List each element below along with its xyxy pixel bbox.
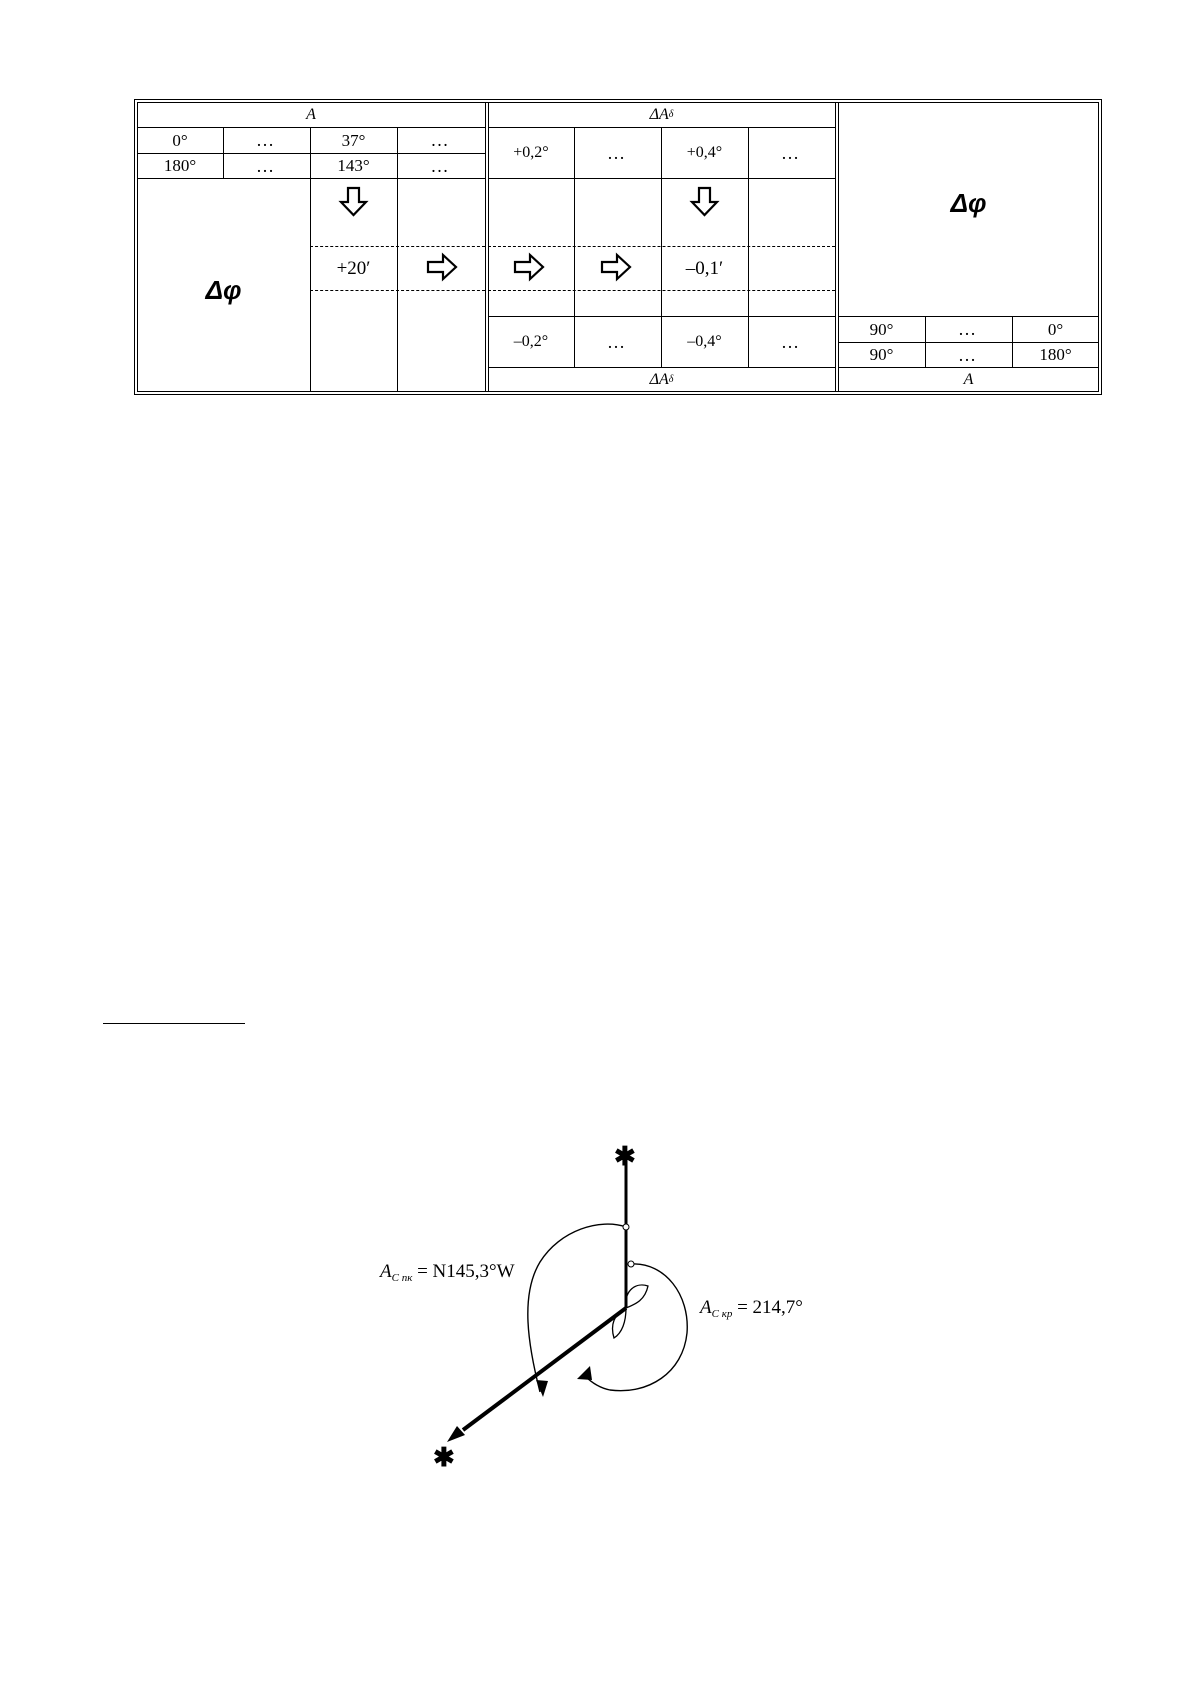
right-footer: A	[963, 370, 974, 388]
center-lens-top	[626, 1285, 648, 1308]
left-delta-phi: Δφ	[205, 275, 242, 305]
middle-value: –0,1′	[685, 258, 724, 279]
middle-bottom-c3: –0,4°	[687, 332, 722, 350]
right-delta-phi: Δφ	[950, 188, 987, 218]
middle-bottom-c2: …	[607, 331, 628, 352]
right-r2-c3: 180°	[1039, 345, 1072, 364]
left-value: +20′	[336, 258, 371, 279]
right-r1-c1: 90°	[869, 319, 894, 339]
left-r2-c2: …	[256, 155, 277, 176]
label-left-value: = N145,3°W	[412, 1261, 515, 1282]
left-header: A	[306, 105, 316, 123]
middle-footer-sub: δ	[668, 373, 674, 385]
arc-semicircle	[528, 1224, 626, 1392]
middle-top-c3: +0,4°	[686, 143, 723, 161]
star-top-icon: ✱	[614, 1142, 636, 1171]
right-r2-c2: …	[958, 344, 979, 365]
middle-footer-base: ΔA	[649, 370, 669, 388]
label-circular-azimuth	[700, 1297, 803, 1320]
label-left-base: A	[380, 1261, 392, 1282]
left-r2-c3: 143°	[337, 156, 370, 175]
arc-circular-start-marker	[628, 1261, 634, 1267]
arc-circular-arrowhead	[577, 1366, 592, 1380]
right-r2-c1: 90°	[869, 345, 894, 364]
middle-bottom-c4: …	[781, 331, 802, 352]
star-bottom-icon: ✱	[433, 1443, 455, 1472]
center-lens-bottom	[613, 1308, 627, 1338]
label-left-sub: C пк	[391, 1272, 413, 1284]
label-right-base: A	[700, 1297, 712, 1318]
left-r1-c3: 37°	[341, 130, 366, 150]
middle-bottom-c1: –0,2°	[513, 332, 549, 350]
left-r1-c1: 0°	[172, 130, 188, 150]
left-r2-c1: 180°	[163, 156, 197, 175]
right-r1-c2: …	[958, 319, 979, 339]
arc-semicircle-arrowhead	[536, 1380, 548, 1397]
left-r1-c2: …	[256, 130, 277, 150]
middle-top-c1: +0,2°	[513, 143, 549, 161]
arc-start-marker	[623, 1224, 629, 1230]
left-r2-c4: …	[430, 155, 452, 176]
label-right-value: = 214,7°	[732, 1297, 803, 1318]
middle-top-c4: …	[781, 142, 802, 163]
direction-line	[463, 1308, 626, 1430]
middle-header-sub: δ	[668, 108, 674, 120]
left-r1-c4: …	[430, 130, 452, 150]
label-right-sub: C кр	[711, 1308, 733, 1320]
label-compass-azimuth	[380, 1261, 515, 1284]
right-r1-c3: 0°	[1047, 319, 1064, 339]
middle-top-c2: …	[607, 142, 628, 163]
middle-header-base: ΔA	[649, 105, 669, 123]
